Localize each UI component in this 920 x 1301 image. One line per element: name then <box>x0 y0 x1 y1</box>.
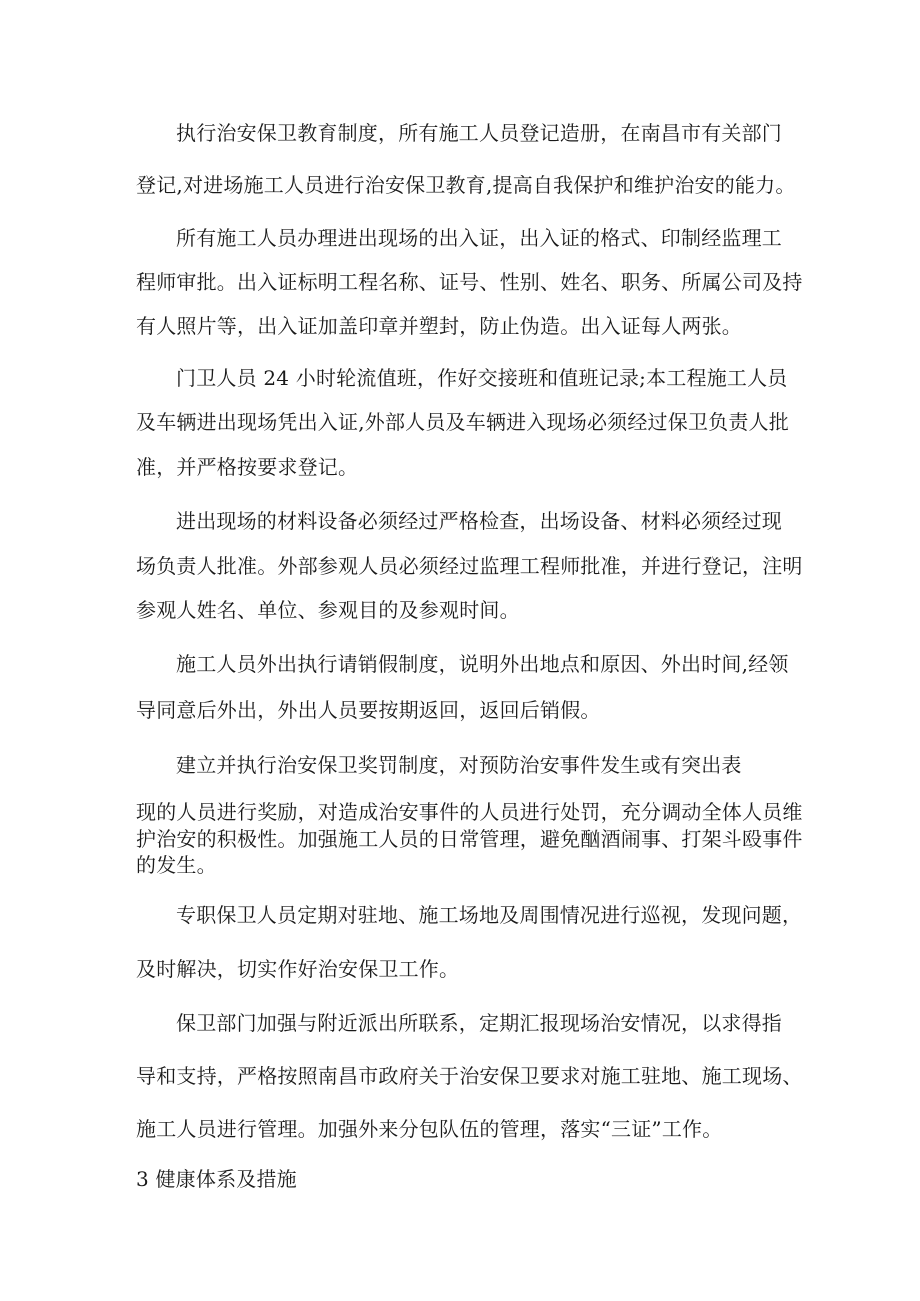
text-line: 所有施工人员办理进出现场的出入证，出入证的格式、印制经监理工 <box>176 226 782 250</box>
text-line: 门卫人员 24 小时轮流值班，作好交接班和值班记录;本工程施工人员 <box>176 366 788 390</box>
text-line: 建立并执行治安保卫奖罚制度，对预防治安事件发生或有突出表 <box>176 753 742 777</box>
text-line: 准，并严格按要求登记。 <box>136 455 359 479</box>
text-line: 执行治安保卫教育制度，所有施工人员登记造册，在南昌市有关部门 <box>176 121 782 145</box>
text-line: 登记,对进场施工人员进行治安保卫教育,提高自我保护和维护治安的能力。 <box>136 173 796 197</box>
text-line: 施工人员外出执行请销假制度，说明外出地点和原因、外出时间,经领 <box>176 652 789 676</box>
text-line: 的发生。 <box>136 853 217 877</box>
section-heading: 3 健康体系及措施 <box>136 1167 297 1191</box>
text-line: 有人照片等，出入证加盖印章并塑封，防止伪造。出入证每人两张。 <box>136 314 742 338</box>
text-line: 及时解决，切实作好治安保卫工作。 <box>136 957 460 981</box>
text-line: 保卫部门加强与附近派出所联系，定期汇报现场治安情况，以求得指 <box>176 1011 782 1035</box>
text-line: 专职保卫人员定期对驻地、施工场地及周围情况进行巡视，发现问题， <box>176 903 803 927</box>
text-line: 参观人姓名、单位、参观目的及参观时间。 <box>136 598 520 622</box>
text-line: 及车辆进出现场凭出入证,外部人员及车辆进入现场必须经过保卫负责人批 <box>136 410 789 434</box>
text-line: 场负责人批准。外部参观人员必须经过监理工程师批准，并进行登记，注明 <box>136 554 803 578</box>
text-line: 程师审批。出入证标明工程名称、证号、性别、姓名、职务、所属公司及持 <box>136 270 803 294</box>
text-line: 护治安的积极性。加强施工人员的日常管理，避免酗酒闹事、打架斗殴事件 <box>136 827 803 851</box>
text-line: 导同意后外出，外出人员要按期返回，返回后销假。 <box>136 698 601 722</box>
text-line: 现的人员进行奖励，对造成治安事件的人员进行处罚，充分调动全体人员维 <box>136 800 803 824</box>
text-line: 导和支持，严格按照南昌市政府关于治安保卫要求对施工驻地、施工现场、 <box>136 1064 803 1088</box>
text-line: 施工人员进行管理。加强外来分包队伍的管理，落实“三证”工作。 <box>136 1117 723 1141</box>
text-line: 进出现场的材料设备必须经过严格检查，出场设备、材料必须经过现 <box>176 509 782 533</box>
